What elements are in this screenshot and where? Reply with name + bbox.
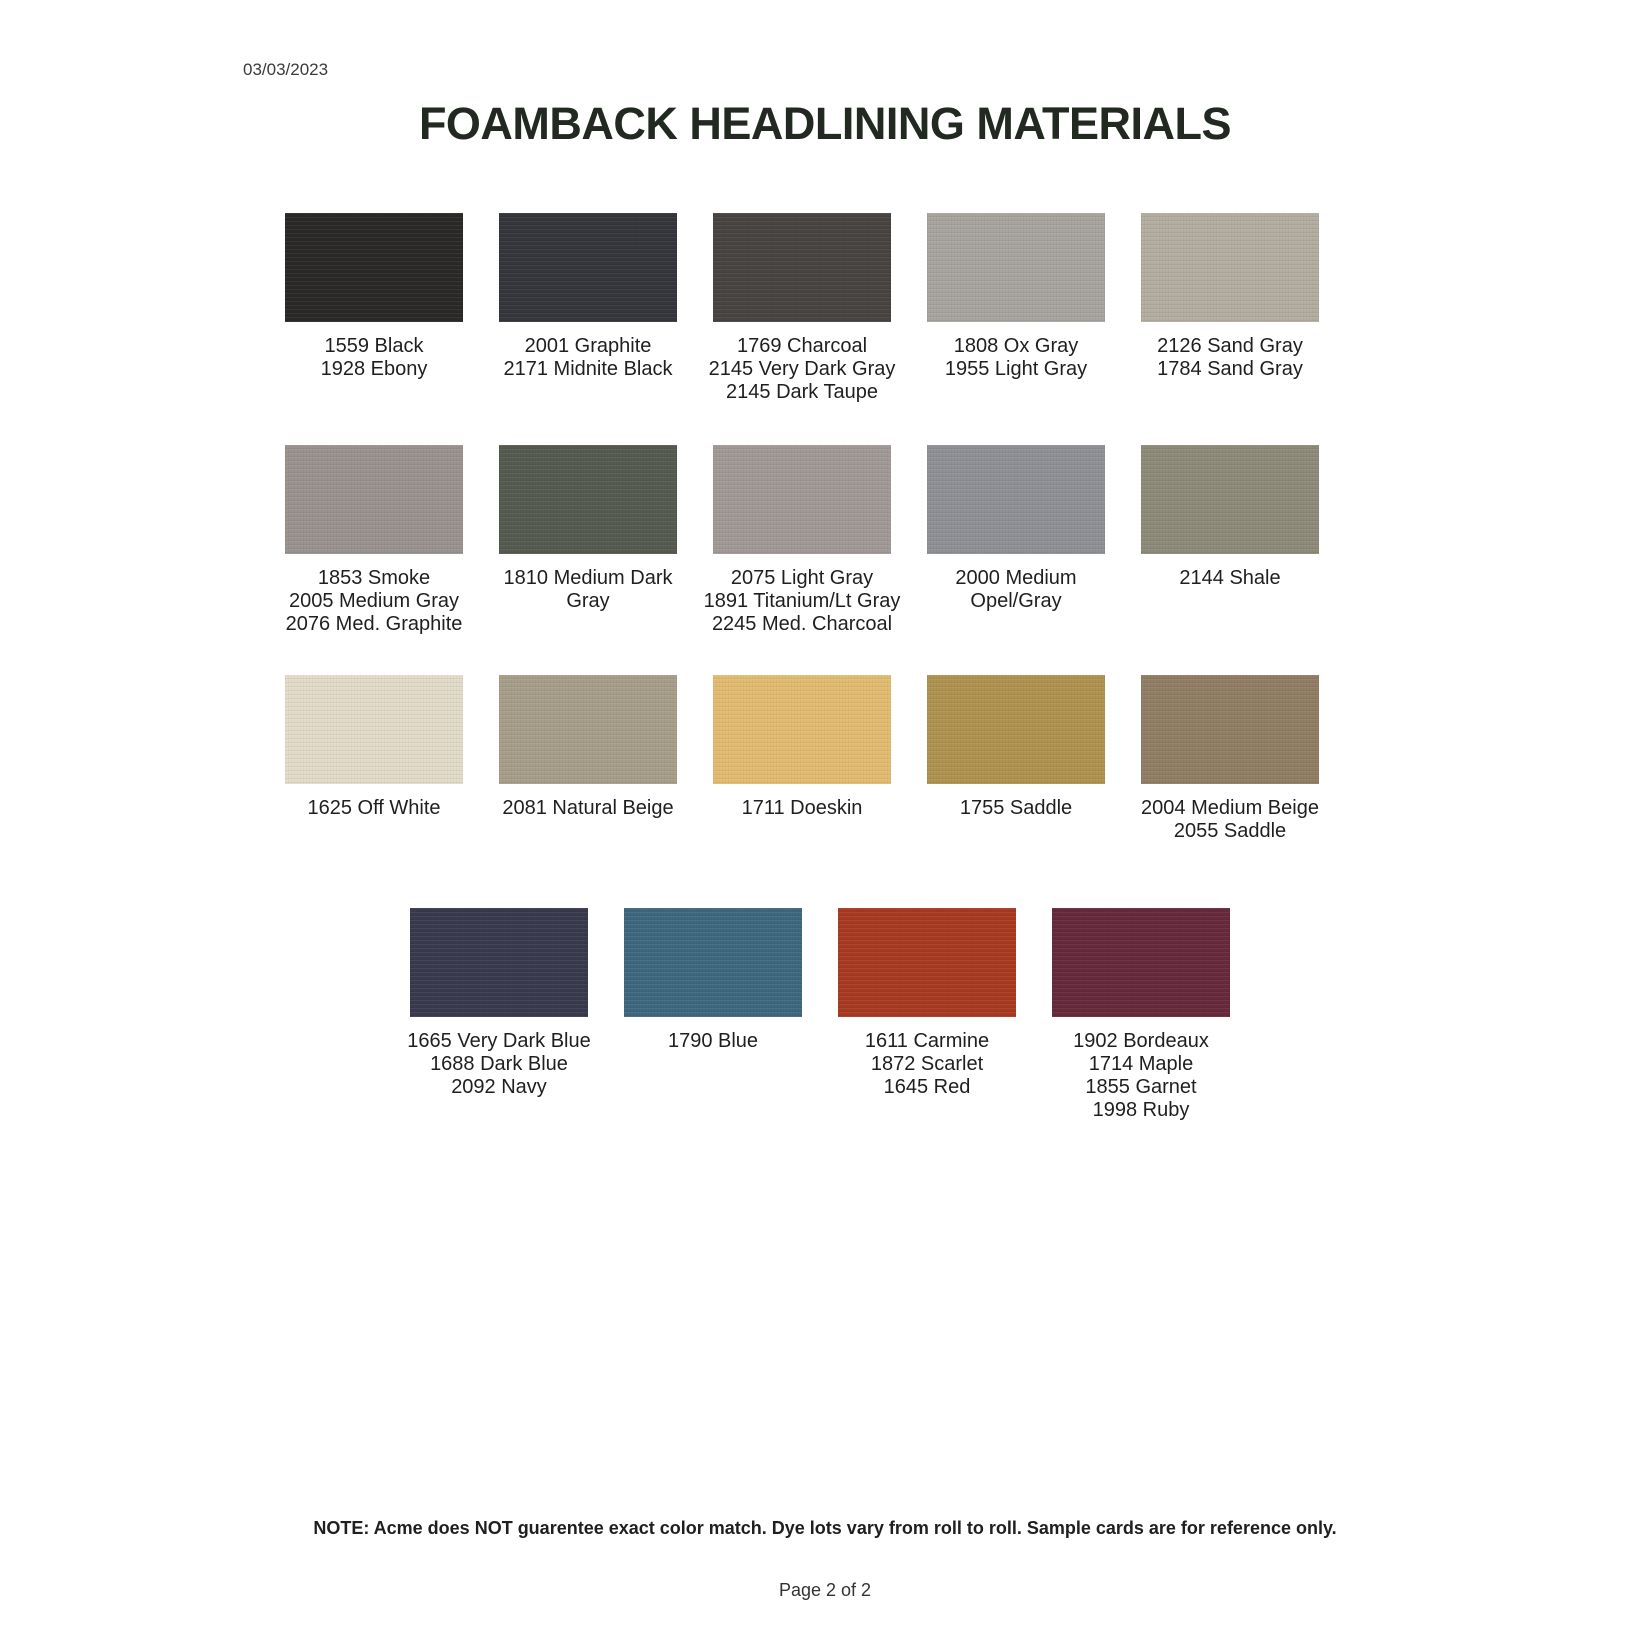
page-title: FOAMBACK HEADLINING MATERIALS [418, 98, 1232, 149]
swatch-row [267, 445, 1337, 636]
fabric-swatch [285, 675, 463, 784]
disclaimer-note: NOTE: Acme does NOT guarentee exact color match. Dye lots vary from roll to roll. Sample cards are for reference only. [313, 1518, 1337, 1538]
swatch-cell [695, 675, 909, 843]
swatch-cell [481, 445, 695, 636]
swatch-label-line: 1902 Bordeaux [1073, 1030, 1209, 1052]
swatch-cell [481, 675, 695, 843]
swatch-cell [1034, 908, 1248, 1122]
swatch-label-line: Opel/Gray [970, 590, 1062, 612]
swatch-labels [865, 1030, 989, 1099]
swatch-label-line: 1645 Red [883, 1076, 971, 1098]
swatch-labels [504, 335, 673, 381]
swatch-cell [267, 213, 481, 404]
fabric-swatch [927, 445, 1105, 554]
swatch-labels [709, 335, 896, 404]
fabric-swatch [713, 675, 891, 784]
swatch-label-line: 2145 Dark Taupe [726, 381, 878, 403]
swatch-cell [909, 675, 1123, 843]
swatch-label-line: 2126 Sand Gray [1157, 335, 1303, 357]
fabric-swatch [624, 908, 802, 1017]
fabric-swatch [713, 213, 891, 322]
swatch-label-line: 1928 Ebony [320, 358, 428, 380]
swatch-label-line: 2144 Shale [1179, 567, 1281, 589]
swatch-labels [1179, 567, 1280, 590]
swatch-labels [1141, 797, 1319, 843]
swatch-label-line: 2171 Midnite Black [503, 358, 673, 380]
swatch-cell [1123, 445, 1337, 636]
swatch-label-line: 1665 Very Dark Blue [407, 1030, 591, 1052]
fabric-swatch [285, 445, 463, 554]
swatch-row [392, 908, 1248, 1122]
swatch-label-line: 1808 Ox Gray [953, 335, 1079, 357]
swatch-labels [945, 335, 1087, 381]
swatch-label-line: 1559 Black [324, 335, 424, 357]
swatch-label-line: 1955 Light Gray [944, 358, 1088, 380]
swatch-label-line: 2005 Medium Gray [288, 590, 460, 612]
fabric-swatch [1141, 675, 1319, 784]
swatch-row [267, 213, 1337, 404]
swatch-label-line: 1872 Scarlet [870, 1053, 984, 1075]
swatch-labels [668, 1030, 758, 1053]
swatch-labels [955, 567, 1076, 613]
swatch-label-line: 1784 Sand Gray [1157, 358, 1303, 380]
fabric-swatch [499, 675, 677, 784]
swatch-cell [606, 908, 820, 1122]
swatch-labels [742, 797, 863, 820]
swatch-labels [704, 567, 901, 636]
swatch-label-line: 1891 Titanium/Lt Gray [703, 590, 901, 612]
swatch-cell [695, 213, 909, 404]
swatch-labels [407, 1030, 590, 1099]
swatch-cell [481, 213, 695, 404]
swatch-label-line: 1769 Charcoal [736, 335, 868, 357]
swatch-row [267, 675, 1337, 843]
swatch-cell [1123, 213, 1337, 404]
swatch-label-line: Gray [566, 590, 610, 612]
swatch-label-line: 2001 Graphite [524, 335, 652, 357]
swatch-label-line: 2081 Natural Beige [502, 797, 674, 819]
fabric-swatch [713, 445, 891, 554]
swatch-label-line: 2000 Medium [955, 567, 1077, 589]
fabric-swatch [838, 908, 1016, 1017]
swatch-label-line: 2004 Medium Beige [1141, 797, 1319, 819]
fabric-swatch [499, 445, 677, 554]
page-number: Page 2 of 2 [778, 1580, 872, 1600]
swatch-label-line: 1855 Garnet [1085, 1076, 1197, 1098]
swatch-labels [504, 567, 673, 613]
fabric-swatch [1052, 908, 1230, 1017]
fabric-swatch [1141, 213, 1319, 322]
swatch-labels [960, 797, 1072, 820]
swatch-labels [1157, 335, 1303, 381]
swatch-labels [1073, 1030, 1209, 1122]
swatch-cell [695, 445, 909, 636]
fabric-swatch [499, 213, 677, 322]
swatch-labels [321, 335, 428, 381]
swatch-labels [286, 567, 463, 636]
swatch-cell [1123, 675, 1337, 843]
swatch-label-line: 1711 Doeskin [741, 797, 863, 819]
swatch-cell [267, 675, 481, 843]
swatch-label-line: 2145 Very Dark Gray [708, 358, 896, 380]
swatch-label-line: 1810 Medium Dark [503, 567, 673, 589]
swatch-label-line: 1853 Smoke [317, 567, 431, 589]
swatch-label-line: 2245 Med. Charcoal [711, 613, 893, 635]
swatch-cell [909, 445, 1123, 636]
swatch-cell [267, 445, 481, 636]
swatch-label-line: 2076 Med. Graphite [285, 613, 463, 635]
swatch-labels [502, 797, 673, 820]
swatch-label-line: 1688 Dark Blue [430, 1053, 568, 1075]
fabric-swatch [410, 908, 588, 1017]
fabric-swatch [927, 675, 1105, 784]
swatch-label-line: 2055 Saddle [1173, 820, 1287, 842]
swatch-label-line: 1611 Carmine [864, 1030, 990, 1052]
swatch-labels [307, 797, 440, 820]
swatch-cell [392, 908, 606, 1122]
swatch-label-line: 1755 Saddle [959, 797, 1073, 819]
document-date: 03/03/2023 [243, 60, 329, 79]
swatch-label-line: 1625 Off White [307, 797, 441, 819]
swatch-cell [909, 213, 1123, 404]
swatch-label-line: 2092 Navy [451, 1076, 547, 1098]
swatch-label-line: 1998 Ruby [1092, 1099, 1190, 1121]
fabric-swatch [927, 213, 1105, 322]
fabric-swatch [285, 213, 463, 322]
swatch-label-line: 1714 Maple [1088, 1053, 1194, 1075]
fabric-swatch [1141, 445, 1319, 554]
swatch-label-line: 2075 Light Gray [730, 567, 874, 589]
swatch-label-line: 1790 Blue [667, 1030, 759, 1052]
swatch-cell [820, 908, 1034, 1122]
